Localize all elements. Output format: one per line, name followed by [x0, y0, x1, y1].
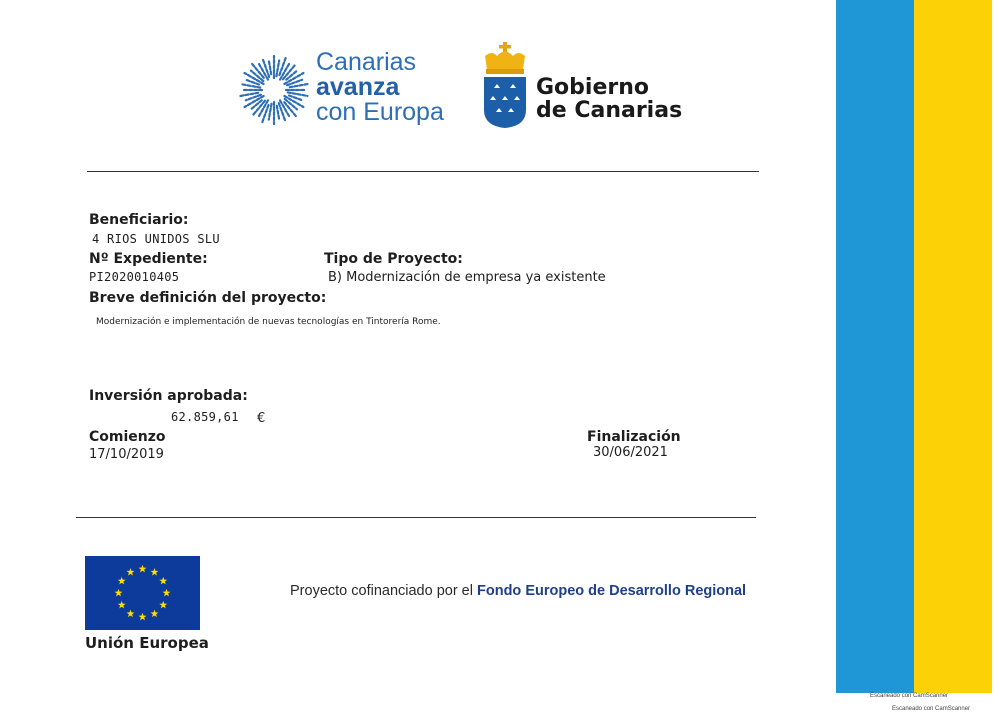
gobierno-canarias-logo-text — [536, 76, 682, 122]
eu-star — [163, 589, 171, 597]
logo-line-de-canarias: de Canarias — [536, 98, 683, 123]
eu-star — [118, 601, 126, 609]
logo-line-gobierno: Gobierno — [536, 75, 650, 100]
scanner-watermark: Escaneado con CamScanner — [870, 693, 949, 699]
eu-stars-icon — [85, 556, 200, 630]
cofinanciado-statement — [290, 583, 746, 599]
top-divider — [87, 171, 759, 172]
eu-star — [139, 565, 147, 573]
beneficiario-value: 4 RIOS UNIDOS SLU — [92, 232, 220, 246]
canarias-avanza-emblem — [238, 54, 310, 126]
emblem-ray — [269, 60, 271, 74]
inversion-currency: € — [257, 411, 266, 426]
logo-line-canarias: Canarias — [316, 48, 417, 76]
eu-star — [115, 589, 123, 597]
eu-label: Unión Europea — [85, 634, 209, 652]
flag-stripe-blue — [836, 0, 914, 693]
emblem-ray — [277, 106, 279, 120]
inversion-value: 62.859,61 — [171, 410, 239, 424]
expediente-value: PI2020010405 — [89, 270, 180, 284]
flag-stripe-yellow — [914, 0, 992, 693]
eu-star — [159, 577, 167, 585]
eu-flag — [85, 556, 200, 630]
comienzo-value: 17/10/2019 — [89, 447, 164, 462]
eu-star — [151, 568, 159, 576]
eu-star — [151, 610, 159, 618]
expediente-label: Nº Expediente: — [89, 251, 208, 267]
finalizacion-value: 30/06/2021 — [593, 445, 668, 460]
eu-star — [139, 613, 147, 621]
eu-star — [159, 601, 167, 609]
inversion-label: Inversión aprobada: — [89, 388, 248, 404]
eu-star — [118, 577, 126, 585]
emblem-ray — [290, 84, 308, 87]
eu-star — [127, 568, 135, 576]
logo-line-con-europa: con Europa — [316, 98, 444, 126]
cofin-fund-name: Fondo Europeo de Desarrollo Regional — [477, 583, 747, 599]
bottom-divider — [76, 517, 756, 518]
cofin-prefix: Proyecto cofinanciado por el — [290, 583, 477, 599]
beneficiario-label: Beneficiario: — [89, 212, 189, 228]
tipo-proyecto-value: B) Modernización de empresa ya existente — [328, 270, 606, 285]
comienzo-label: Comienzo — [89, 429, 166, 445]
scanner-watermark-secondary: Escaneado con CamScanner — [892, 706, 971, 712]
gobierno-canarias-shield — [480, 42, 530, 130]
canarias-avanza-logo-text — [316, 50, 444, 125]
logo-line-avanza: avanza — [316, 73, 400, 101]
emblem-ray — [241, 93, 259, 96]
eu-star — [127, 610, 135, 618]
definicion-value: Modernización e implementación de nuevas tecnologías en Tintorería Rome. — [96, 317, 441, 327]
tipo-proyecto-label: Tipo de Proyecto: — [324, 251, 463, 267]
definicion-label: Breve definición del proyecto: — [89, 290, 327, 306]
finalizacion-label: Finalización — [587, 429, 681, 445]
